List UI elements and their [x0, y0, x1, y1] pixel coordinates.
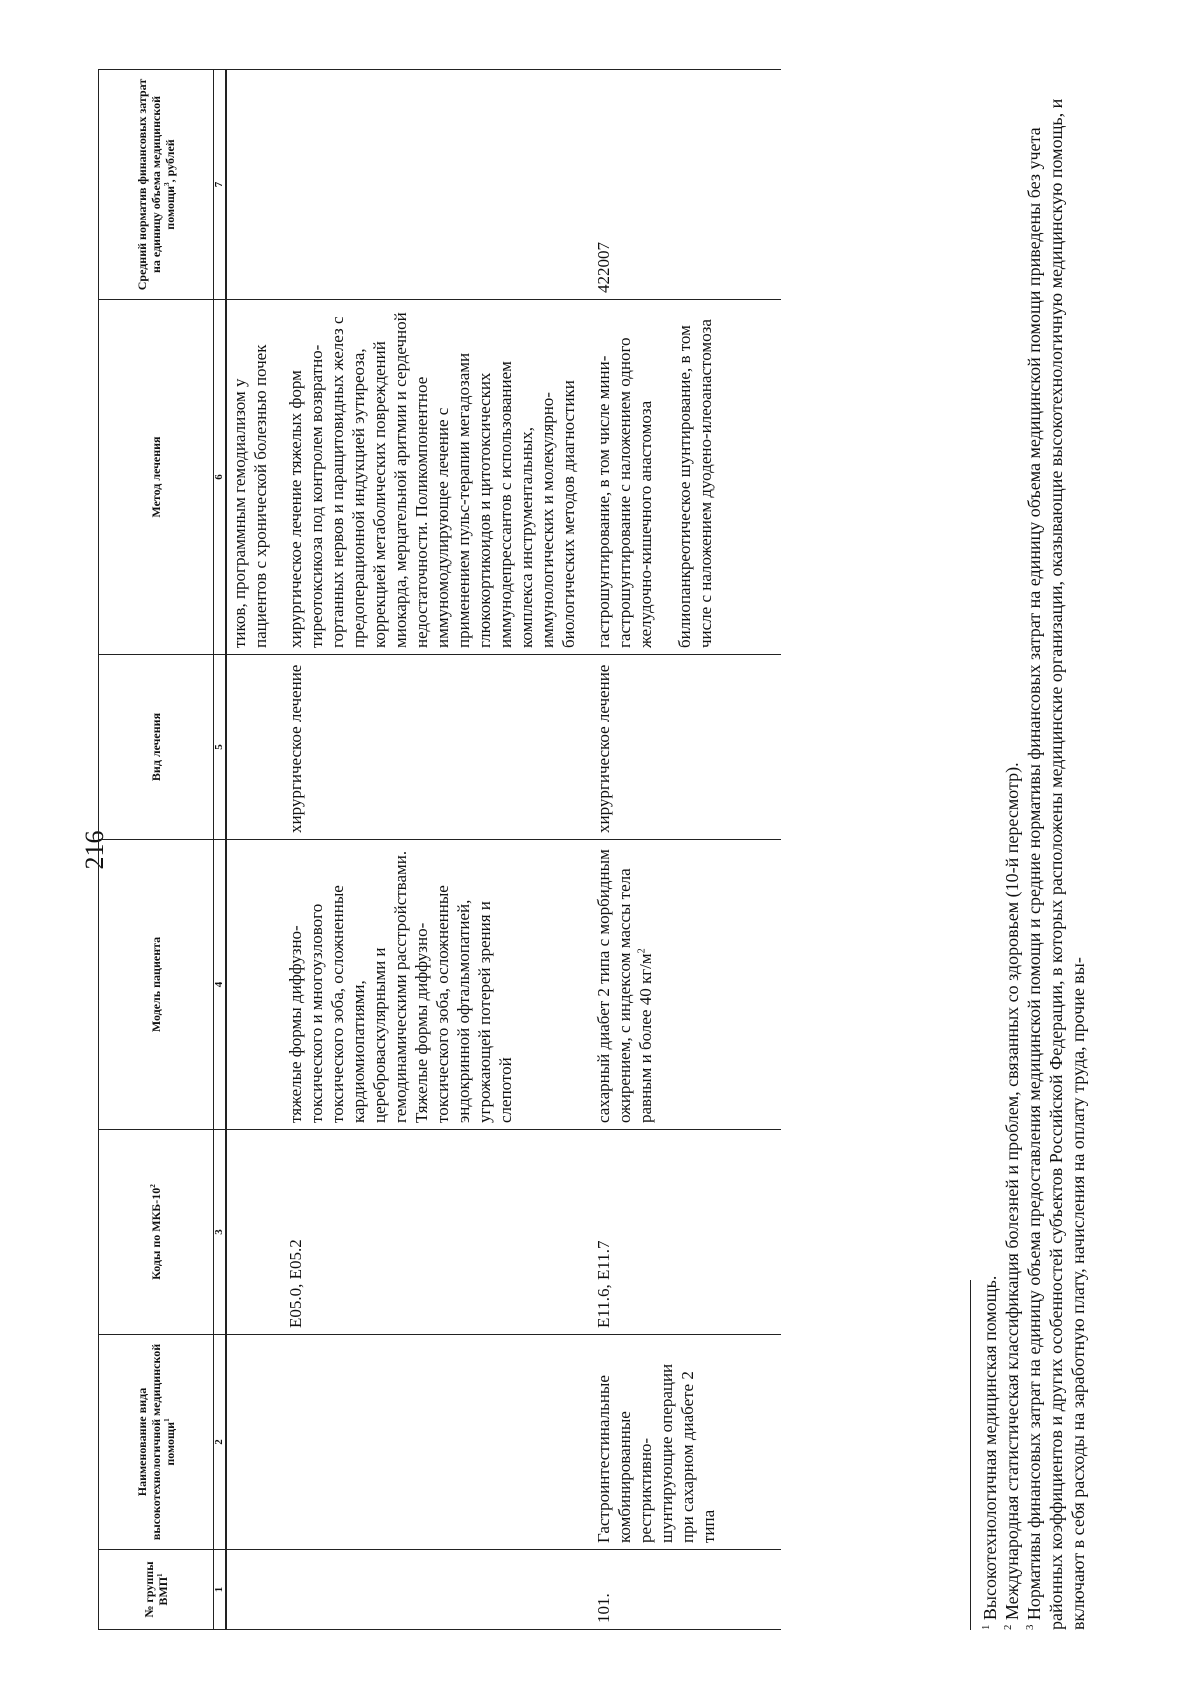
- cell-model: [591, 840, 721, 1130]
- cell-group: [226, 1550, 273, 1630]
- cell-name: Гастроинтестинальные комбинированные рестриктивно-шунтирующие операции при сахарном диабете 2 типа: [591, 1335, 721, 1550]
- column-number: 7: [214, 70, 227, 300]
- cell-method: тиков, программным гемодиализом у пациентов с хронической болезнью почек: [226, 300, 273, 655]
- header-name: Наименование вида высокотехнологичной медицинской помощи$^1$: [99, 1335, 214, 1550]
- column-number: 1: [214, 1550, 227, 1630]
- column-number: 3: [214, 1130, 227, 1335]
- cell-codes: E11.6, E11.7: [591, 1130, 721, 1335]
- cell-method: [591, 300, 721, 655]
- footnotes: [970, 90, 1089, 1630]
- method-text-secondary: билиопанкреотическое шунтирование, в том числе с наложением дуодено-илеоанастомоза: [675, 319, 715, 648]
- table-row: [226, 70, 273, 1630]
- table-row: [591, 70, 721, 1630]
- column-number: 5: [214, 655, 227, 840]
- table-header-row: [99, 70, 214, 1630]
- cell-name: [226, 1335, 273, 1550]
- footnote: $^1$ Высокотехнологичная медицинская помощь.: [980, 1275, 1000, 1630]
- column-number: 6: [214, 300, 227, 655]
- model-text: сахарный диабет 2 типа с морбидным ожирением, с индексом массы тела равным и более 40 кг/м: [594, 849, 655, 1123]
- column-number: 4: [214, 840, 227, 1130]
- cell-model: тяжелые формы диффузно-токсического и многоузлового токсического зоба, осложненные кардиомиопатиями, цереброваскулярными и гемодинамическими расстройствами. Тяжелые формы диффузно-токсического зоба, осложненные эндокринной офтальмопатией, угрожающей потерей зрения и слепотой: [283, 840, 581, 1130]
- cell-treatment-type: [226, 655, 273, 840]
- footnote: $^3$ Нормативы финансовых затрат на единицу объема предоставления медицинской помощи и средние нормативы финансовых затрат на единицу объема медицинской помощи приведены без учета районных коэффициентов и других особенностей субъектов Российской Федерации, в которых расположены медицинские организации, оказывающие высокотехнологичную медицинскую помощь, и включают в себя расходы на заработную плату, начисления на оплату труда, прочие вы-: [1024, 98, 1088, 1630]
- cell-group: 101.: [591, 1550, 721, 1630]
- method-text: гастрошунтирование, в том числе мини-гастрошунтирование с наложением одного желудочно-кишечного анастомоза: [594, 337, 655, 648]
- cell-name: [283, 1335, 581, 1550]
- vmp-table: [98, 69, 781, 1630]
- header-codes: Коды по МКБ-$10^2$: [99, 1130, 214, 1335]
- cell-treatment-type: хирургическое лечение: [283, 655, 581, 840]
- header-group: № группы ВМП$^1$: [99, 1550, 214, 1630]
- cell-group: [283, 1550, 581, 1630]
- cell-treatment-type: хирургическое лечение: [591, 655, 721, 840]
- column-number-row: [214, 70, 227, 1630]
- cell-codes: [226, 1130, 273, 1335]
- page-number: 216: [80, 830, 109, 870]
- rotated-document-page: [80, 70, 1120, 1630]
- column-number: 2: [214, 1335, 227, 1550]
- cell-model: [226, 840, 273, 1130]
- footnote-divider: [970, 1280, 971, 1630]
- cell-cost: [283, 70, 581, 300]
- cell-cost: [226, 70, 273, 300]
- header-model: Модель пациента: [99, 840, 214, 1130]
- header-method: Метод лечения: [99, 300, 214, 655]
- table-row: [283, 70, 581, 1630]
- footnote: $^2$ Международная статистическая классификация болезней и проблем, связанных со здоровьем (10-й пересмотр).: [1002, 762, 1022, 1630]
- cell-method: хирургическое лечение тяжелых форм тиреотоксикоза под контролем возвратно-гортанных нервов и паращитовидных желез с предоперационной индукцией эутиреоза, коррекцией метаболических повреждений миокарда, мерцательной аритмии и сердечной недостаточности. Поликомпонентное иммуномодулирующее лечение с применением пульс-терапии мегадозами глюкокортикоидов и цитотоксических иммунодепрессантов с использованием комплекса инструментальных, иммунологических и молекулярно-биологических методов диагностики: [283, 300, 581, 655]
- header-treatment-type: Вид лечения: [99, 655, 214, 840]
- cell-cost: 422007: [591, 70, 721, 300]
- header-cost: Средний норматив финансовых затрат на единицу объема медицинской помощи$^3$, рублей: [99, 70, 214, 300]
- cell-codes: E05.0, E05.2: [283, 1130, 581, 1335]
- model-superscript: 2: [636, 948, 648, 954]
